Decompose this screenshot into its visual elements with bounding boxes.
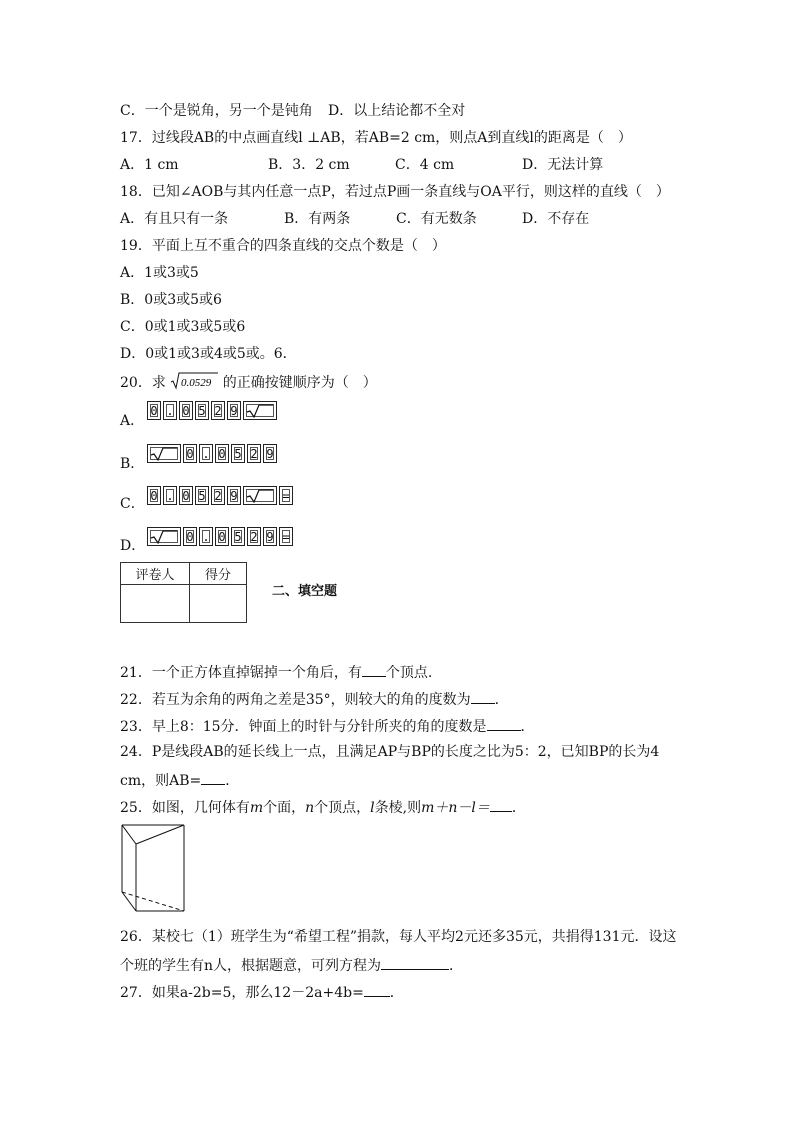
- q19-option-d: D．0或1或3或4或5或。6．: [120, 346, 297, 362]
- q20-option-d-label: D．: [120, 538, 146, 554]
- sqrt-key-icon: [243, 401, 277, 420]
- digit-key: 9: [227, 401, 241, 420]
- q24-end: ．: [225, 773, 240, 789]
- radicand: 0.0529: [181, 377, 212, 389]
- section-title: 二、填空题: [272, 584, 338, 599]
- q25-n: n: [305, 800, 315, 816]
- q20-option-c-label: C．: [120, 496, 145, 512]
- q22-end: .: [494, 692, 500, 708]
- digit-key: 0: [147, 486, 161, 505]
- digit-key: 5: [231, 444, 245, 463]
- q27-text: 27．如果a-2b=5，那么12－2a+4b=: [120, 985, 364, 1001]
- q26-line2: [120, 955, 463, 975]
- q25-t1: 个面，: [263, 800, 306, 816]
- q25-t3: 条棱,则: [374, 800, 422, 816]
- q18-option-d: D．不存在: [522, 211, 590, 227]
- q26-end: ．: [449, 958, 464, 974]
- q21: [120, 662, 432, 682]
- q18-stem: 18．已知∠AOB与其内任意一点P，若过点P画一条直线与OA平行，则这样的直线（ ）: [120, 184, 670, 200]
- decimal-key: .: [199, 444, 213, 463]
- q25-l: l: [370, 800, 375, 816]
- q25-prefix: 25．如图，几何体有: [120, 800, 250, 816]
- q16-option-c: C．一个是锐角，另一个是钝角: [120, 103, 313, 119]
- q17-option-c: C．4 cm: [395, 157, 455, 173]
- q23-blank[interactable]: [487, 716, 521, 731]
- digit-key: 9: [263, 527, 277, 546]
- digit-key: 0: [179, 401, 193, 420]
- q26-line1: 26．某校七（1）班学生为“希望工程”捐款，每人平均2元还多35元，共捐得131元．设这: [120, 929, 677, 945]
- q18-option-a: A．有且只有一条: [120, 211, 229, 227]
- digit-key: 2: [211, 486, 225, 505]
- digit-key: 5: [231, 527, 245, 546]
- sqrt-expression: [170, 372, 218, 392]
- decimal-key: .: [163, 486, 177, 505]
- q21-end: 个顶点.: [385, 665, 433, 681]
- equals-key: =: [279, 527, 293, 546]
- q19-option-b: B．0或3或5或6: [120, 292, 222, 308]
- sqrt-key-icon: [147, 444, 181, 463]
- digit-key: 0: [147, 401, 161, 420]
- sqrt-key-icon: [147, 527, 181, 546]
- q18-option-c: C．有无数条: [396, 211, 477, 227]
- reviewer-cell[interactable]: [121, 585, 190, 623]
- q24-blank[interactable]: [201, 770, 225, 785]
- digit-key: 2: [247, 444, 261, 463]
- q20-option-b-keys: [147, 444, 277, 464]
- q18-option-b: B．有两条: [284, 211, 351, 227]
- triangular-prism-figure: [118, 822, 190, 914]
- q25: [120, 797, 526, 817]
- digit-key: 2: [211, 401, 225, 420]
- q20-option-a-label: A．: [120, 413, 145, 429]
- q20-suffix: 的正确按键顺序为（ ）: [222, 375, 377, 391]
- q20-option-b-label: B．: [120, 456, 145, 472]
- digit-key: 0: [179, 486, 193, 505]
- q25-m: m: [249, 800, 264, 816]
- q26-text: 个班的学生有n人，根据题意，可列方程为: [120, 958, 382, 974]
- score-cell[interactable]: [190, 585, 247, 623]
- q25-expr: m＋n－l＝: [421, 800, 490, 816]
- digit-key: 5: [195, 401, 209, 420]
- digit-key: 2: [247, 527, 261, 546]
- q19-option-a: A．1或3或5: [120, 265, 199, 281]
- q25-end: ．: [511, 800, 526, 816]
- reviewer-header: 评卷人: [121, 563, 190, 585]
- q27-end: ．: [389, 985, 404, 1001]
- q23-text: 23．早上8：15分．钟面上的时针与分针所夹的角的度数是: [120, 719, 487, 735]
- q23-end: ．: [520, 719, 535, 735]
- q22-text: 22．若互为余角的两角之差是35°，则较大的角的度数为: [120, 692, 471, 708]
- q22: [120, 689, 499, 709]
- q24-line2: [120, 770, 239, 790]
- digit-key: 9: [227, 486, 241, 505]
- q20-prefix: 20．求: [120, 375, 166, 391]
- digit-key: 0: [183, 527, 197, 546]
- q16-option-d: D．以上结论都不全对: [328, 103, 466, 119]
- q19-stem: 19．平面上互不重合的四条直线的交点个数是（ ）: [120, 238, 446, 254]
- q17-stem: 17．过线段AB的中点画直线l ⊥AB，若AB=2 cm，则点A到直线l的距离是（ ）: [120, 130, 632, 146]
- digit-key: 5: [195, 486, 209, 505]
- q24-text: cm，则AB=: [120, 773, 202, 789]
- sqrt-key-icon: [243, 486, 277, 505]
- q20-option-d-keys: [147, 527, 293, 547]
- q17-option-d: D．无法计算: [522, 157, 604, 173]
- q17-option-b: B．3．2 cm: [268, 157, 350, 173]
- decimal-key: .: [199, 527, 213, 546]
- q27: [120, 982, 404, 1002]
- q24-line1: 24．P是线段AB的延长线上一点，且满足AP与BP的长度之比为5：2，已知BP的长为4: [120, 744, 660, 760]
- q17-option-a: A．1 cm: [120, 157, 179, 173]
- q20-option-a-keys: [147, 401, 277, 421]
- q25-blank[interactable]: [490, 797, 512, 812]
- score-table: [120, 562, 247, 623]
- q21-text: 21．一个正方体直掉锯掉一个角后，有: [120, 665, 362, 681]
- q19-option-c: C．0或1或3或5或6: [120, 319, 246, 335]
- digit-key: 0: [183, 444, 197, 463]
- q20-stem: [120, 372, 377, 392]
- digit-key: 9: [263, 444, 277, 463]
- q23: [120, 716, 535, 736]
- score-header: 得分: [190, 563, 247, 585]
- q27-blank[interactable]: [364, 982, 390, 997]
- q25-t2: 个顶点，: [314, 800, 371, 816]
- equals-key: =: [279, 486, 293, 505]
- digit-key: 0: [215, 527, 229, 546]
- q26-blank[interactable]: [381, 955, 449, 970]
- q20-option-c-keys: [147, 486, 293, 506]
- digit-key: 0: [215, 444, 229, 463]
- decimal-key: .: [163, 401, 177, 420]
- q22-blank[interactable]: [471, 689, 495, 704]
- q21-blank[interactable]: [362, 662, 386, 677]
